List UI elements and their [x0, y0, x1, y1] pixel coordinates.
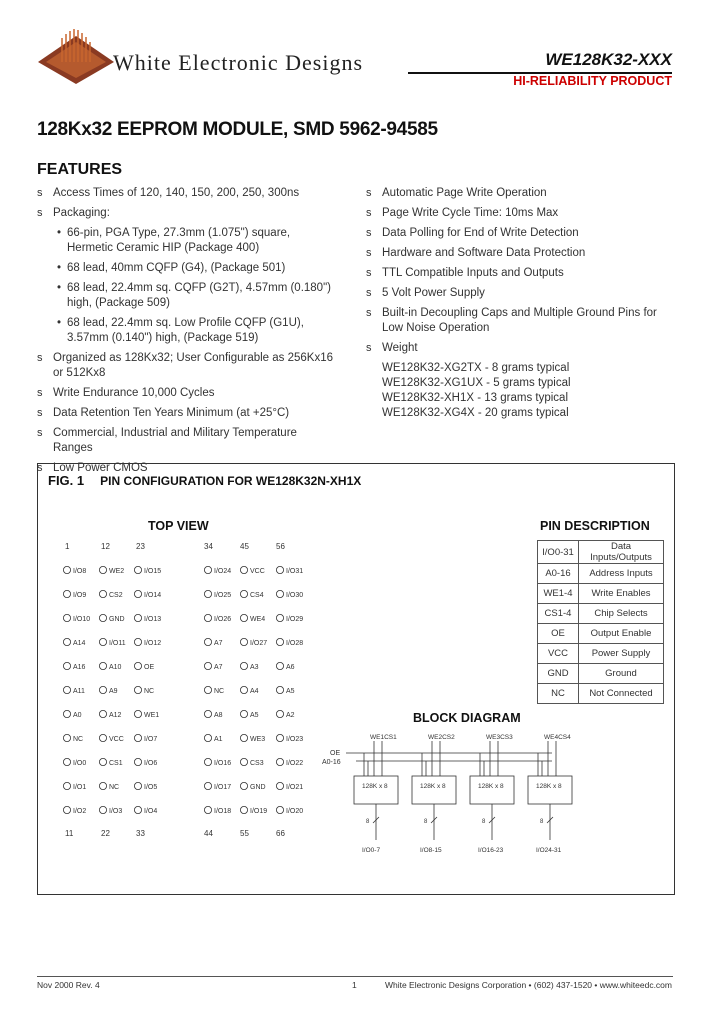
- feature-item: s Commercial, Industrial and Military Temperature Ranges: [37, 426, 337, 456]
- pin-label: A10: [109, 664, 122, 671]
- block-input-label: A0-16: [322, 759, 341, 766]
- pin-circle: [240, 590, 247, 597]
- pin-circle: [204, 782, 211, 789]
- pin-label: I/O19: [250, 808, 268, 815]
- pin-label: I/O14: [144, 592, 162, 599]
- pin-label: A6: [286, 664, 295, 671]
- pin-label: A4: [250, 688, 259, 695]
- pin-description-heading: PIN DESCRIPTION: [540, 519, 650, 533]
- pin-label: WE2: [109, 568, 125, 575]
- pin-circle: [99, 638, 106, 645]
- block-output-label: I/O8-15: [420, 847, 442, 854]
- pin-description: Data Inputs/Outputs: [579, 541, 664, 564]
- pin-circle: [99, 686, 106, 693]
- pin-label: I/O27: [250, 640, 268, 647]
- pin-description: Output Enable: [579, 624, 664, 644]
- pin-circle: [276, 566, 283, 573]
- block-select-label: WE3CS3: [486, 734, 513, 741]
- feature-item: s Page Write Cycle Time: 10ms Max: [366, 206, 666, 221]
- pin-name: VCC: [538, 644, 579, 664]
- pin-label: I/O17: [214, 784, 232, 791]
- pin-label: A9: [109, 688, 118, 695]
- pin-circle: [99, 710, 106, 717]
- pin-label: I/O8: [73, 568, 87, 575]
- block-output-label: I/O0-7: [362, 847, 381, 854]
- feature-item: s Hardware and Software Data Protection: [366, 246, 666, 261]
- pin-circle: [99, 734, 106, 741]
- pin-circle: [276, 806, 283, 813]
- pin-circle: [63, 710, 70, 717]
- pin-circle: [63, 782, 70, 789]
- pin-circle: [63, 686, 70, 693]
- pin-circle: [240, 686, 247, 693]
- pin-label: I/O5: [144, 784, 158, 791]
- pin-column-number-top: 34: [204, 542, 213, 551]
- pin-label: A2: [286, 712, 295, 719]
- figure-caption: PIN CONFIGURATION FOR WE128K32N-XH1X: [100, 474, 362, 488]
- pin-label: I/O13: [144, 616, 162, 623]
- pin-label: I/O12: [144, 640, 162, 647]
- pin-circle: [240, 710, 247, 717]
- pin-circle: [63, 590, 70, 597]
- footer-date-rev: Nov 2000 Rev. 4: [37, 980, 100, 990]
- pin-label: I/O23: [286, 736, 304, 743]
- pin-label: I/O25: [214, 592, 232, 599]
- pin-label: I/O30: [286, 592, 304, 599]
- feature-item: s Data Retention Ten Years Minimum (at +25°C): [37, 406, 337, 421]
- pin-circle: [134, 638, 141, 645]
- block-bus-width: 8: [424, 819, 428, 825]
- pin-circle: [276, 638, 283, 645]
- block-bus-width: 8: [482, 819, 486, 825]
- pin-circle: [134, 734, 141, 741]
- pin-label: VCC: [250, 568, 265, 575]
- pin-description: Address Inputs: [579, 564, 664, 584]
- pin-circle: [63, 758, 70, 765]
- pin-label: I/O15: [144, 568, 162, 575]
- pin-label: A12: [109, 712, 122, 719]
- pin-label: A5: [286, 688, 295, 695]
- memory-chip-box: [528, 776, 572, 804]
- pin-label: NC: [109, 784, 120, 791]
- pin-circle: [134, 614, 141, 621]
- block-input-label: OE: [330, 750, 341, 757]
- pin-label: I/O7: [144, 736, 158, 743]
- pin-name: OE: [538, 624, 579, 644]
- pin-label: A7: [214, 640, 223, 647]
- pin-label: A8: [214, 712, 223, 719]
- block-bus-width: 8: [366, 819, 370, 825]
- feature-item: s Low Power CMOS: [37, 461, 337, 476]
- pin-circle: [240, 734, 247, 741]
- pin-label: I/O1: [73, 784, 87, 791]
- pin-column-number-bottom: 55: [240, 829, 249, 838]
- pin-circle: [99, 614, 106, 621]
- pin-circle: [63, 638, 70, 645]
- pin-description-table: [537, 540, 664, 704]
- pin-label: I/O31: [286, 568, 304, 575]
- pin-circle: [134, 662, 141, 669]
- memory-chip-label: 128K x 8: [536, 783, 562, 790]
- pin-circle: [204, 566, 211, 573]
- pin-label: A7: [214, 664, 223, 671]
- feature-item: s Packaging:: [37, 206, 337, 221]
- pin-circle: [134, 710, 141, 717]
- pin-label: A14: [73, 640, 86, 647]
- pin-circle: [134, 566, 141, 573]
- pin-description-row: [538, 564, 664, 584]
- pin-circle: [276, 758, 283, 765]
- pin-label: I/O26: [214, 616, 232, 623]
- pin-circle: [240, 662, 247, 669]
- feature-item: s Data Polling for End of Write Detection: [366, 226, 666, 241]
- pin-name: I/O0-31: [538, 541, 579, 564]
- pin-column-number-top: 45: [240, 542, 249, 551]
- pin-label: VCC: [109, 736, 124, 743]
- block-select-label: WE1CS1: [370, 734, 397, 741]
- block-select-label: WE4CS4: [544, 734, 571, 741]
- block-diagram: [320, 728, 670, 863]
- pin-description: Power Supply: [579, 644, 664, 664]
- pin-label: NC: [73, 736, 84, 743]
- pin-column-number-top: 12: [101, 542, 110, 551]
- footer-contact: White Electronic Designs Corporation • (602) 437-1520 • www.whiteedc.com: [384, 980, 672, 990]
- document-title: 128Kx32 EEPROM MODULE, SMD 5962-94585: [37, 119, 438, 140]
- pin-circle: [240, 758, 247, 765]
- pin-label: I/O24: [214, 568, 232, 575]
- pin-label: I/O10: [73, 616, 91, 623]
- pin-circle: [240, 566, 247, 573]
- feature-item: • 68 lead, 40mm CQFP (G4), (Package 501): [37, 261, 337, 276]
- memory-chip-box: [354, 776, 398, 804]
- pin-circle: [99, 566, 106, 573]
- pin-description-row: [538, 684, 664, 704]
- pin-circle: [63, 662, 70, 669]
- memory-chip-box: [470, 776, 514, 804]
- pin-description-row: [538, 644, 664, 664]
- pin-description-row: [538, 624, 664, 644]
- pin-circle: [276, 734, 283, 741]
- pin-label: WE1: [144, 712, 160, 719]
- pin-circle: [276, 782, 283, 789]
- pin-label: I/O20: [286, 808, 304, 815]
- pin-circle: [63, 614, 70, 621]
- block-output-label: I/O24-31: [536, 847, 562, 854]
- feature-item: s TTL Compatible Inputs and Outputs: [366, 266, 666, 281]
- feature-item: • 68 lead, 22.4mm sq. CQFP (G2T), 4.57mm (0.180") high, (Package 509): [37, 281, 337, 311]
- pin-circle: [276, 662, 283, 669]
- pin-column-number-top: 56: [276, 542, 285, 551]
- block-bus-width: 8: [540, 819, 544, 825]
- pin-label: I/O22: [286, 760, 304, 767]
- pin-column-number-bottom: 11: [65, 829, 74, 838]
- pin-circle: [204, 734, 211, 741]
- pin-label: NC: [214, 688, 225, 695]
- pin-circle: [134, 758, 141, 765]
- pin-description: Write Enables: [579, 584, 664, 604]
- part-number: WE128K32-XXX: [545, 50, 672, 69]
- feature-item: s 5 Volt Power Supply: [366, 286, 666, 301]
- pin-label: CS3: [250, 760, 264, 767]
- pin-circle: [204, 806, 211, 813]
- pin-label: GND: [250, 784, 266, 791]
- memory-chip-label: 128K x 8: [420, 783, 446, 790]
- pin-circle: [204, 614, 211, 621]
- pin-circle: [63, 806, 70, 813]
- pin-circle: [276, 614, 283, 621]
- company-logo-icon: [38, 28, 114, 84]
- pin-column-number-top: 23: [136, 542, 145, 551]
- pin-column-number-bottom: 44: [204, 829, 213, 838]
- pin-label: I/O21: [286, 784, 304, 791]
- pin-column-number-top: 1: [65, 542, 70, 551]
- pin-label: I/O3: [109, 808, 123, 815]
- feature-item: s Access Times of 120, 140, 150, 200, 250, 300ns: [37, 186, 337, 201]
- pin-label: I/O4: [144, 808, 158, 815]
- memory-chip-label: 128K x 8: [478, 783, 504, 790]
- block-select-label: WE2CS2: [428, 734, 455, 741]
- pin-name: GND: [538, 664, 579, 684]
- pin-label: A0: [73, 712, 82, 719]
- footer-rule: [37, 976, 673, 977]
- pin-circle: [240, 638, 247, 645]
- pin-description: Not Connected: [579, 684, 664, 704]
- feature-item: s Weight: [366, 341, 666, 356]
- pin-column-number-bottom: 66: [276, 829, 285, 838]
- pin-label: A1: [214, 736, 223, 743]
- pin-label: CS2: [109, 592, 123, 599]
- pin-description-row: [538, 604, 664, 624]
- pin-label: I/O28: [286, 640, 304, 647]
- feature-item: s Automatic Page Write Operation: [366, 186, 666, 201]
- pin-label: I/O16: [214, 760, 232, 767]
- pin-configuration-diagram: [40, 536, 320, 846]
- pin-circle: [276, 710, 283, 717]
- pin-label: I/O6: [144, 760, 158, 767]
- pin-description-row: [538, 664, 664, 684]
- pin-circle: [276, 590, 283, 597]
- pin-description-row: [538, 541, 664, 564]
- feature-item: WE128K32-XG1UX - 5 grams typical: [382, 377, 571, 389]
- pin-label: I/O0: [73, 760, 87, 767]
- feature-item: s Organized as 128Kx32; User Configurable as 256Kx16 or 512Kx8: [37, 351, 337, 381]
- feature-item: s Write Endurance 10,000 Cycles: [37, 386, 337, 401]
- pin-circle: [204, 590, 211, 597]
- feature-item: WE128K32-XG2TX - 8 grams typical: [382, 362, 570, 374]
- pin-label: A11: [73, 688, 85, 695]
- feature-item: • 66-pin, PGA Type, 27.3mm (1.075") square, Hermetic Ceramic HIP (Package 400): [37, 226, 337, 256]
- pin-name: WE1-4: [538, 584, 579, 604]
- pin-circle: [134, 590, 141, 597]
- pin-label: I/O18: [214, 808, 232, 815]
- feature-item: WE128K32-XH1X - 13 grams typical: [382, 392, 568, 404]
- pin-column-number-bottom: 22: [101, 829, 110, 838]
- pin-circle: [134, 686, 141, 693]
- memory-chip-label: 128K x 8: [362, 783, 388, 790]
- pin-name: A0-16: [538, 564, 579, 584]
- pin-label: I/O9: [73, 592, 87, 599]
- pin-circle: [240, 614, 247, 621]
- pin-circle: [204, 638, 211, 645]
- company-name: White Electronic Designs: [113, 50, 364, 75]
- footer-page-number: 1: [352, 980, 357, 990]
- pin-circle: [99, 806, 106, 813]
- figure-heading: [48, 473, 361, 488]
- features-list-right: [366, 186, 666, 421]
- pin-circle: [99, 782, 106, 789]
- pin-label: I/O29: [286, 616, 304, 623]
- pin-circle: [204, 758, 211, 765]
- pin-circle: [99, 662, 106, 669]
- pin-label: NC: [144, 688, 155, 695]
- pin-label: OE: [144, 664, 155, 671]
- pin-column-number-bottom: 33: [136, 829, 145, 838]
- pin-label: GND: [109, 616, 125, 623]
- pin-circle: [63, 566, 70, 573]
- pin-circle: [204, 662, 211, 669]
- pin-label: WE4: [250, 616, 266, 623]
- pin-description: Ground: [579, 664, 664, 684]
- pin-label: A16: [73, 664, 86, 671]
- pin-circle: [240, 806, 247, 813]
- block-diagram-heading: BLOCK DIAGRAM: [413, 711, 521, 725]
- pin-label: WE3: [250, 736, 266, 743]
- pin-label: CS1: [109, 760, 123, 767]
- pin-circle: [204, 710, 211, 717]
- pin-circle: [240, 782, 247, 789]
- pin-label: A3: [250, 664, 259, 671]
- feature-item: s Built-in Decoupling Caps and Multiple Ground Pins for Low Noise Operation: [366, 306, 666, 336]
- product-tagline: HI-RELIABILITY PRODUCT: [513, 74, 672, 88]
- feature-item: WE128K32-XG4X - 20 grams typical: [382, 407, 569, 419]
- pin-label: CS4: [250, 592, 264, 599]
- pin-description: Chip Selects: [579, 604, 664, 624]
- pin-circle: [99, 590, 106, 597]
- top-view-label: TOP VIEW: [148, 519, 209, 533]
- block-output-label: I/O16-23: [478, 847, 504, 854]
- feature-item: • 68 lead, 22.4mm sq. Low Profile CQFP (G1U), 3.57mm (0.140") high, (Package 519): [37, 316, 337, 346]
- pin-circle: [276, 686, 283, 693]
- pin-circle: [63, 734, 70, 741]
- pin-description-row: [538, 584, 664, 604]
- pin-name: NC: [538, 684, 579, 704]
- pin-circle: [99, 758, 106, 765]
- memory-chip-box: [412, 776, 456, 804]
- pin-label: I/O11: [109, 640, 126, 647]
- features-heading: FEATURES: [37, 161, 123, 178]
- pin-circle: [134, 782, 141, 789]
- features-list-left: [37, 186, 337, 481]
- pin-label: I/O2: [73, 808, 87, 815]
- pin-label: A5: [250, 712, 259, 719]
- pin-name: CS1-4: [538, 604, 579, 624]
- pin-circle: [134, 806, 141, 813]
- figure-label: FIG. 1: [48, 473, 85, 488]
- pin-circle: [204, 686, 211, 693]
